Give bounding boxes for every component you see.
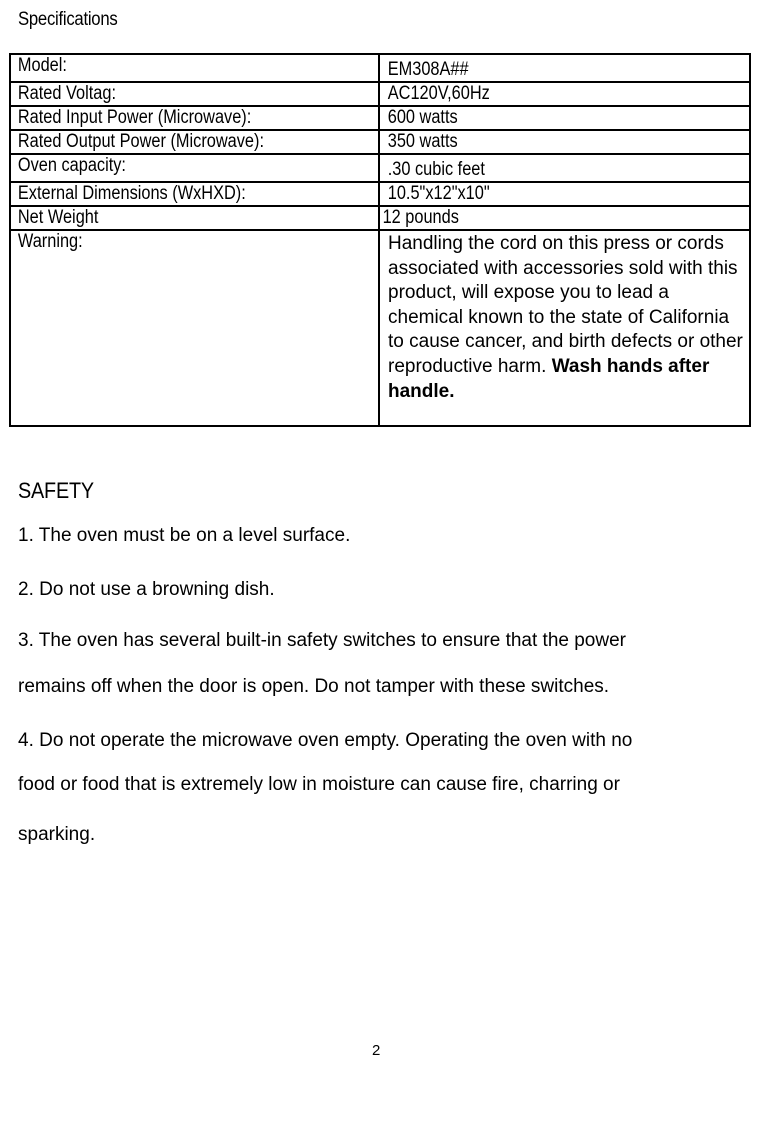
spec-value: 350 watts (387, 131, 458, 152)
spec-value: AC120V,60Hz (387, 83, 490, 104)
spec-label: Model: (17, 55, 67, 76)
safety-item-2: 2. Do not use a browning dish. (18, 579, 275, 600)
spec-label: Rated Voltag: (17, 83, 117, 104)
spec-label-cell (10, 106, 379, 130)
spec-label-cell (10, 54, 379, 82)
warning-text-block (380, 231, 749, 404)
safety-item-3-line-1: 3. The oven has several built-in safety switches to ensure that the power (18, 630, 626, 651)
safety-item-1: 1. The oven must be on a level surface. (18, 525, 351, 546)
safety-item-4-line-1: 4. Do not operate the microwave oven empty. Operating the oven with no (18, 730, 633, 751)
spec-value-cell (379, 106, 750, 130)
spec-label-cell (10, 154, 379, 182)
warning-bold-text: Wash hands after handle. (388, 355, 710, 402)
specifications-heading: Specifications (18, 9, 118, 30)
spec-value: 12 pounds (382, 207, 459, 228)
spec-value-cell (379, 130, 750, 154)
table-row-rated-output-power (10, 130, 750, 154)
safety-item-4-line-2: food or food that is extremely low in moisture can cause fire, charring or (18, 774, 620, 795)
table-row-oven-capacity (10, 154, 750, 182)
spec-value: EM308A## (387, 59, 469, 80)
spec-value-cell (379, 206, 750, 230)
spec-label: Net Weight (17, 207, 99, 228)
spec-value-cell (379, 154, 750, 182)
spec-label-cell (10, 130, 379, 154)
spec-value: .30 cubic feet (387, 159, 485, 180)
table-row-rated-voltage (10, 82, 750, 106)
table-row-net-weight (10, 206, 750, 230)
page-number: 2 (372, 1042, 381, 1059)
table-row-rated-input-power (10, 106, 750, 130)
spec-label-cell (10, 206, 379, 230)
spec-label-cell (10, 230, 379, 426)
table-row-warning (10, 230, 750, 426)
spec-value-cell (379, 54, 750, 82)
spec-value: 10.5"x12"x10" (387, 183, 490, 204)
warning-text: Handling the cord on this press or cords associated with accessories sold with this product, will expose you to lead a chemical known to the state of California to cause cancer, and birth defects or other reproductive harm. (388, 233, 743, 377)
specifications-table (9, 53, 751, 427)
table-row-model (10, 54, 750, 82)
warning-label: Warning: (17, 231, 83, 252)
spec-label-cell (10, 182, 379, 206)
spec-value-cell (379, 182, 750, 206)
spec-value-cell (379, 82, 750, 106)
spec-label: Oven capacity: (17, 155, 126, 176)
spec-label-cell (10, 82, 379, 106)
table-row-external-dimensions (10, 182, 750, 206)
spec-label: External Dimensions (WxHXD): (17, 183, 246, 204)
spec-label: Rated Output Power (Microwave): (17, 131, 264, 152)
spec-label: Rated Input Power (Microwave): (17, 107, 252, 128)
warning-cell (379, 230, 750, 426)
safety-item-4-line-3: sparking. (18, 824, 96, 845)
spec-value: 600 watts (387, 107, 458, 128)
safety-item-3-line-2: remains off when the door is open. Do not tamper with these switches. (18, 676, 610, 697)
safety-heading: SAFETY (18, 478, 94, 503)
